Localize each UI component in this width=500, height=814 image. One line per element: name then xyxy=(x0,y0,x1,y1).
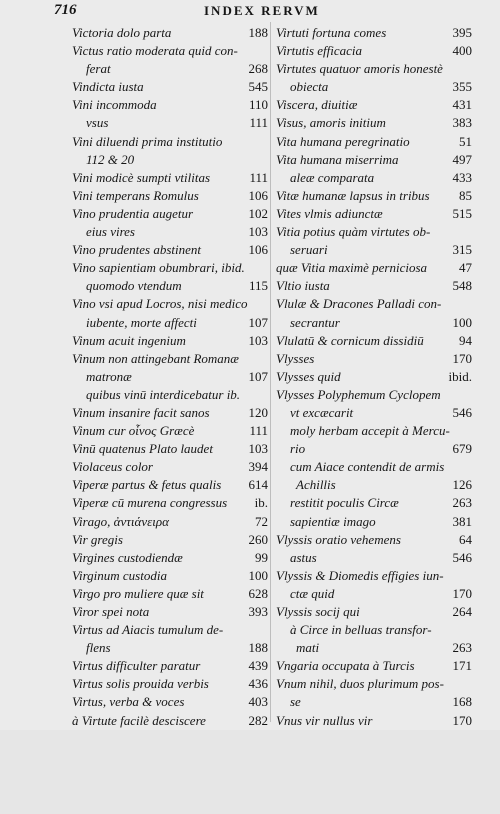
index-entry xyxy=(276,657,472,675)
entry-term: quæ Vitia maximè perniciosa xyxy=(276,260,428,276)
entry-term: à Circe in belluas transfor- xyxy=(290,622,432,638)
entry-page-ref: 111 xyxy=(249,169,268,185)
entry-term: Virtus ad Aiacis tumulum de- xyxy=(72,622,224,638)
entry-page-ref: 383 xyxy=(452,115,472,131)
entry-term: Virtus, verba & voces xyxy=(72,694,185,710)
entry-term: Vlysses xyxy=(276,350,315,366)
entry-term: cum Aiace contendit de armis xyxy=(290,459,445,475)
index-entry xyxy=(72,440,268,458)
index-column-right xyxy=(276,24,472,766)
entry-page-ref: 100 xyxy=(248,567,268,583)
entry-term: Vir gregis xyxy=(72,531,123,547)
entry-page-ref: 106 xyxy=(248,187,268,203)
index-entry xyxy=(276,386,472,404)
entry-term: Visus, amoris initium xyxy=(276,115,386,131)
entry-term: sapientiæ imago xyxy=(290,513,376,529)
index-entry xyxy=(276,422,472,440)
entry-term: Virtus difficulter paratur xyxy=(72,658,201,674)
index-entry xyxy=(72,350,268,368)
entry-term: Vites vlmis adiunctæ xyxy=(276,205,383,221)
index-entry xyxy=(276,314,472,332)
page-number: 716 xyxy=(54,2,77,18)
entry-term: Virgo pro muliere quæ sit xyxy=(72,585,204,601)
entry-page-ref: 188 xyxy=(248,25,268,40)
entry-term: Vita humana peregrinatio xyxy=(276,133,410,149)
entry-page-ref: 263 xyxy=(452,640,472,656)
entry-page-ref: 106 xyxy=(248,242,268,258)
entry-term: rio xyxy=(290,441,306,457)
index-entry xyxy=(276,133,472,151)
entry-term: 112 & 20 xyxy=(86,151,135,167)
entry-page-ref: 403 xyxy=(248,694,268,710)
index-entry xyxy=(276,151,472,169)
entry-term: Vlyssis & Diomedis effigies iun- xyxy=(276,567,444,583)
entry-page-ref: 628 xyxy=(248,585,268,601)
entry-term: aleæ comparata xyxy=(290,169,375,185)
entry-page-ref: 51 xyxy=(459,133,472,149)
entry-page-ref: 99 xyxy=(255,549,268,565)
index-entry xyxy=(276,205,472,223)
index-entry xyxy=(72,404,268,422)
index-entry xyxy=(72,295,268,313)
entry-term: Vitia potius quàm virtutes ob- xyxy=(276,224,431,240)
entry-term: flens xyxy=(86,640,111,656)
entry-term: Viscera, diuitiæ xyxy=(276,97,358,113)
index-entry xyxy=(276,404,472,422)
index-entry xyxy=(72,169,268,187)
index-entry xyxy=(276,368,472,386)
index-entry xyxy=(276,513,472,531)
entry-page-ref: 103 xyxy=(248,332,268,348)
entry-term: Virgines custodiendæ xyxy=(72,549,183,565)
entry-term: mati xyxy=(296,640,320,656)
index-entry xyxy=(72,187,268,205)
entry-page-ref: 170 xyxy=(452,585,472,601)
index-entry xyxy=(72,259,268,277)
entry-term: Vinum non attingebant Romanæ xyxy=(72,350,239,366)
entry-term: se xyxy=(290,694,301,710)
entry-term: obiecta xyxy=(290,79,329,95)
entry-page-ref: 381 xyxy=(452,513,472,529)
entry-page-ref: 268 xyxy=(248,61,268,77)
index-entry xyxy=(276,277,472,295)
entry-term: Vino sapientiam obumbrari, ibid. xyxy=(72,260,245,276)
index-entry xyxy=(276,621,472,639)
entry-page-ref: 282 xyxy=(248,712,268,728)
index-entry xyxy=(276,567,472,585)
index-entry xyxy=(72,675,268,693)
entry-page-ref: 546 xyxy=(452,404,472,420)
index-entry xyxy=(276,350,472,368)
entry-term: restitit poculis Circæ xyxy=(290,495,399,511)
entry-page-ref: 170 xyxy=(452,712,472,728)
entry-term: Achillis xyxy=(296,477,336,493)
index-entry xyxy=(276,114,472,132)
entry-term: Vitæ humanæ lapsus in tribus xyxy=(276,187,430,203)
entry-page-ref: 436 xyxy=(248,676,268,692)
index-entry xyxy=(276,440,472,458)
entry-page-ref: 170 xyxy=(452,350,472,366)
entry-page-ref: 102 xyxy=(248,205,268,221)
index-entry xyxy=(276,169,472,187)
entry-term: Vino vsi apud Locros, nisi medico xyxy=(72,296,248,312)
entry-term: Vnum nihil, duos plurimum pos- xyxy=(276,676,444,692)
entry-page-ref: 103 xyxy=(248,224,268,240)
entry-page-ref: 171 xyxy=(452,658,472,674)
entry-page-ref: 395 xyxy=(452,25,472,40)
entry-term: matronæ xyxy=(86,368,132,384)
index-entry xyxy=(72,621,268,639)
index-entry xyxy=(72,386,268,404)
entry-page-ref: 497 xyxy=(452,151,472,167)
index-entry xyxy=(72,42,268,60)
entry-page-ref: 263 xyxy=(452,495,472,511)
entry-term: Vlysses Polyphemum Cyclopem xyxy=(276,386,441,402)
entry-term: Vlyssis oratio vehemens xyxy=(276,531,401,547)
entry-page-ref: 64 xyxy=(459,531,472,547)
index-entry xyxy=(72,513,268,531)
entry-term: Vltio iusta xyxy=(276,278,330,294)
index-entry xyxy=(72,603,268,621)
index-entry xyxy=(72,60,268,78)
entry-page-ref: 72 xyxy=(255,513,268,529)
index-entry xyxy=(72,223,268,241)
index-entry xyxy=(276,295,472,313)
entry-term: Vita humana miserrima xyxy=(276,151,399,167)
index-entry xyxy=(276,60,472,78)
entry-page-ref: 679 xyxy=(452,441,472,457)
entry-page-ref: 264 xyxy=(452,604,472,619)
entry-term: Vlulæ & Dracones Palladi con- xyxy=(276,296,442,312)
entry-term: quomodo vtendum xyxy=(86,278,182,294)
index-entry xyxy=(276,585,472,603)
entry-term: Vindicta iusta xyxy=(72,79,144,95)
index-entry xyxy=(72,476,268,494)
entry-term: Vini modicè sumpti vtilitas xyxy=(72,169,211,185)
index-entry xyxy=(276,549,472,567)
entry-page-ref: 115 xyxy=(248,278,268,294)
entry-term: Vlulatū & cornicum dissidiū xyxy=(276,332,424,348)
index-entry xyxy=(276,693,472,711)
entry-page-ref: 100 xyxy=(452,314,472,330)
index-entry xyxy=(276,494,472,512)
entry-term: Vino prudentes abstinent xyxy=(72,242,202,258)
entry-page-ref: 394 xyxy=(248,459,268,475)
index-entry xyxy=(72,205,268,223)
entry-term: Victus ratio moderata quid con- xyxy=(72,43,238,59)
entry-page-ref: 47 xyxy=(459,260,472,276)
index-entry xyxy=(276,332,472,350)
entry-page-ref: 431 xyxy=(452,97,472,113)
entry-page-ref: 111 xyxy=(249,423,268,439)
index-entry xyxy=(276,223,472,241)
entry-page-ref: 315 xyxy=(452,242,472,258)
entry-term: Vinum acuit ingenium xyxy=(72,332,186,348)
entry-term: Vlysses quid xyxy=(276,368,341,384)
entry-term: à Virtute facilè desciscere xyxy=(72,712,206,728)
index-entry xyxy=(72,531,268,549)
entry-page-ref: 94 xyxy=(459,332,472,348)
index-column-left xyxy=(72,24,268,766)
entry-page-ref: 355 xyxy=(452,79,472,95)
entry-page-ref: 260 xyxy=(248,531,268,547)
entry-term: Vini temperans Romulus xyxy=(72,187,199,203)
entry-term: astus xyxy=(290,549,317,565)
entry-page-ref: 400 xyxy=(452,43,472,59)
entry-page-ref: 107 xyxy=(248,314,268,330)
entry-term: Vini incommoda xyxy=(72,97,157,113)
entry-term: Vinū quatenus Plato laudet xyxy=(72,441,213,457)
index-entry xyxy=(276,712,472,730)
index-entry xyxy=(276,78,472,96)
entry-page-ref: 85 xyxy=(459,187,472,203)
index-entry xyxy=(276,476,472,494)
entry-term: Vino prudentia augetur xyxy=(72,205,194,221)
entry-term: Virtutes quatuor amoris honestè xyxy=(276,61,443,77)
entry-term: eius vires xyxy=(86,224,135,240)
page-header xyxy=(54,0,474,22)
entry-page-ref: ib. xyxy=(254,495,268,511)
entry-page-ref: 545 xyxy=(248,79,268,95)
entry-term: vsus xyxy=(86,115,109,131)
entry-term: Virago, ἀντιάνειρα xyxy=(72,513,169,529)
index-entry xyxy=(72,96,268,114)
entry-page-ref: 110 xyxy=(248,97,268,113)
entry-page-ref: ibid. xyxy=(448,368,472,384)
entry-term: Vnus vir nullus vir xyxy=(276,712,373,728)
index-entry xyxy=(276,259,472,277)
entry-term: Virtuti fortuna comes xyxy=(276,25,387,40)
index-entry xyxy=(72,332,268,350)
entry-term: Vinum cur οἶνος Græcè xyxy=(72,423,195,439)
index-entry xyxy=(72,639,268,657)
entry-term: secrantur xyxy=(290,314,340,330)
index-entry xyxy=(72,549,268,567)
entry-term: Viperæ partus & fetus qualis xyxy=(72,477,222,493)
index-entry xyxy=(276,42,472,60)
entry-page-ref: 433 xyxy=(452,169,472,185)
column-divider xyxy=(270,22,271,722)
index-entry xyxy=(276,187,472,205)
index-entry xyxy=(276,531,472,549)
entry-page-ref: 168 xyxy=(452,694,472,710)
entry-term: Victoria dolo parta xyxy=(72,25,172,40)
index-entry xyxy=(276,96,472,114)
index-entry xyxy=(72,78,268,96)
index-entry xyxy=(72,133,268,151)
index-entry xyxy=(72,277,268,295)
index-entry xyxy=(72,314,268,332)
entry-page-ref: 439 xyxy=(248,658,268,674)
entry-term: seruari xyxy=(290,242,328,258)
entry-term: Virtus solis prouida verbis xyxy=(72,676,209,692)
index-entry xyxy=(276,24,472,42)
index-entry xyxy=(276,241,472,259)
entry-page-ref: 548 xyxy=(452,278,472,294)
entry-page-ref: 614 xyxy=(248,477,268,493)
entry-term: ctæ quid xyxy=(290,585,335,601)
entry-term: quibus vinū interdicebatur ib. xyxy=(86,386,241,402)
entry-term: Viror spei nota xyxy=(72,604,150,619)
index-entry xyxy=(72,241,268,259)
entry-term: moly herbam accepit à Mercu- xyxy=(290,423,450,439)
index-entry xyxy=(72,567,268,585)
index-entry xyxy=(72,494,268,512)
entry-term: Viperæ cū murena congressus xyxy=(72,495,228,511)
index-entry xyxy=(72,585,268,603)
page-margin-bottom xyxy=(0,730,500,814)
index-entry xyxy=(276,639,472,657)
entry-term: Virtutis efficacia xyxy=(276,43,363,59)
index-entry xyxy=(72,712,268,730)
index-entry xyxy=(72,422,268,440)
index-entry xyxy=(72,114,268,132)
entry-page-ref: 120 xyxy=(248,404,268,420)
index-entry xyxy=(72,151,268,169)
entry-term: Vngaria occupata à Turcis xyxy=(276,658,415,674)
entry-page-ref: 107 xyxy=(248,368,268,384)
entry-page-ref: 111 xyxy=(249,115,268,131)
entry-page-ref: 546 xyxy=(452,549,472,565)
entry-page-ref: 515 xyxy=(452,205,472,221)
index-entry xyxy=(72,458,268,476)
entry-page-ref: 103 xyxy=(248,441,268,457)
index-entry xyxy=(276,603,472,621)
entry-term: Vini diluendi prima institutio xyxy=(72,133,223,149)
index-entry xyxy=(276,675,472,693)
index-entry xyxy=(72,368,268,386)
entry-term: Vlyssis socij qui xyxy=(276,604,360,619)
entry-page-ref: 393 xyxy=(248,604,268,619)
running-head: INDEX RERVM xyxy=(204,3,320,18)
index-entry xyxy=(72,657,268,675)
entry-term: Virginum custodia xyxy=(72,567,167,583)
entry-term: Violaceus color xyxy=(72,459,153,475)
entry-page-ref: 126 xyxy=(452,477,472,493)
index-entry xyxy=(72,24,268,42)
index-entry xyxy=(72,693,268,711)
index-entry xyxy=(276,458,472,476)
entry-term: iubente, morte affecti xyxy=(86,314,197,330)
entry-page-ref: 188 xyxy=(248,640,268,656)
entry-term: ferat xyxy=(86,61,111,77)
entry-term: Vinum insanire facit sanos xyxy=(72,404,210,420)
entry-term: vt excæcarit xyxy=(290,404,354,420)
